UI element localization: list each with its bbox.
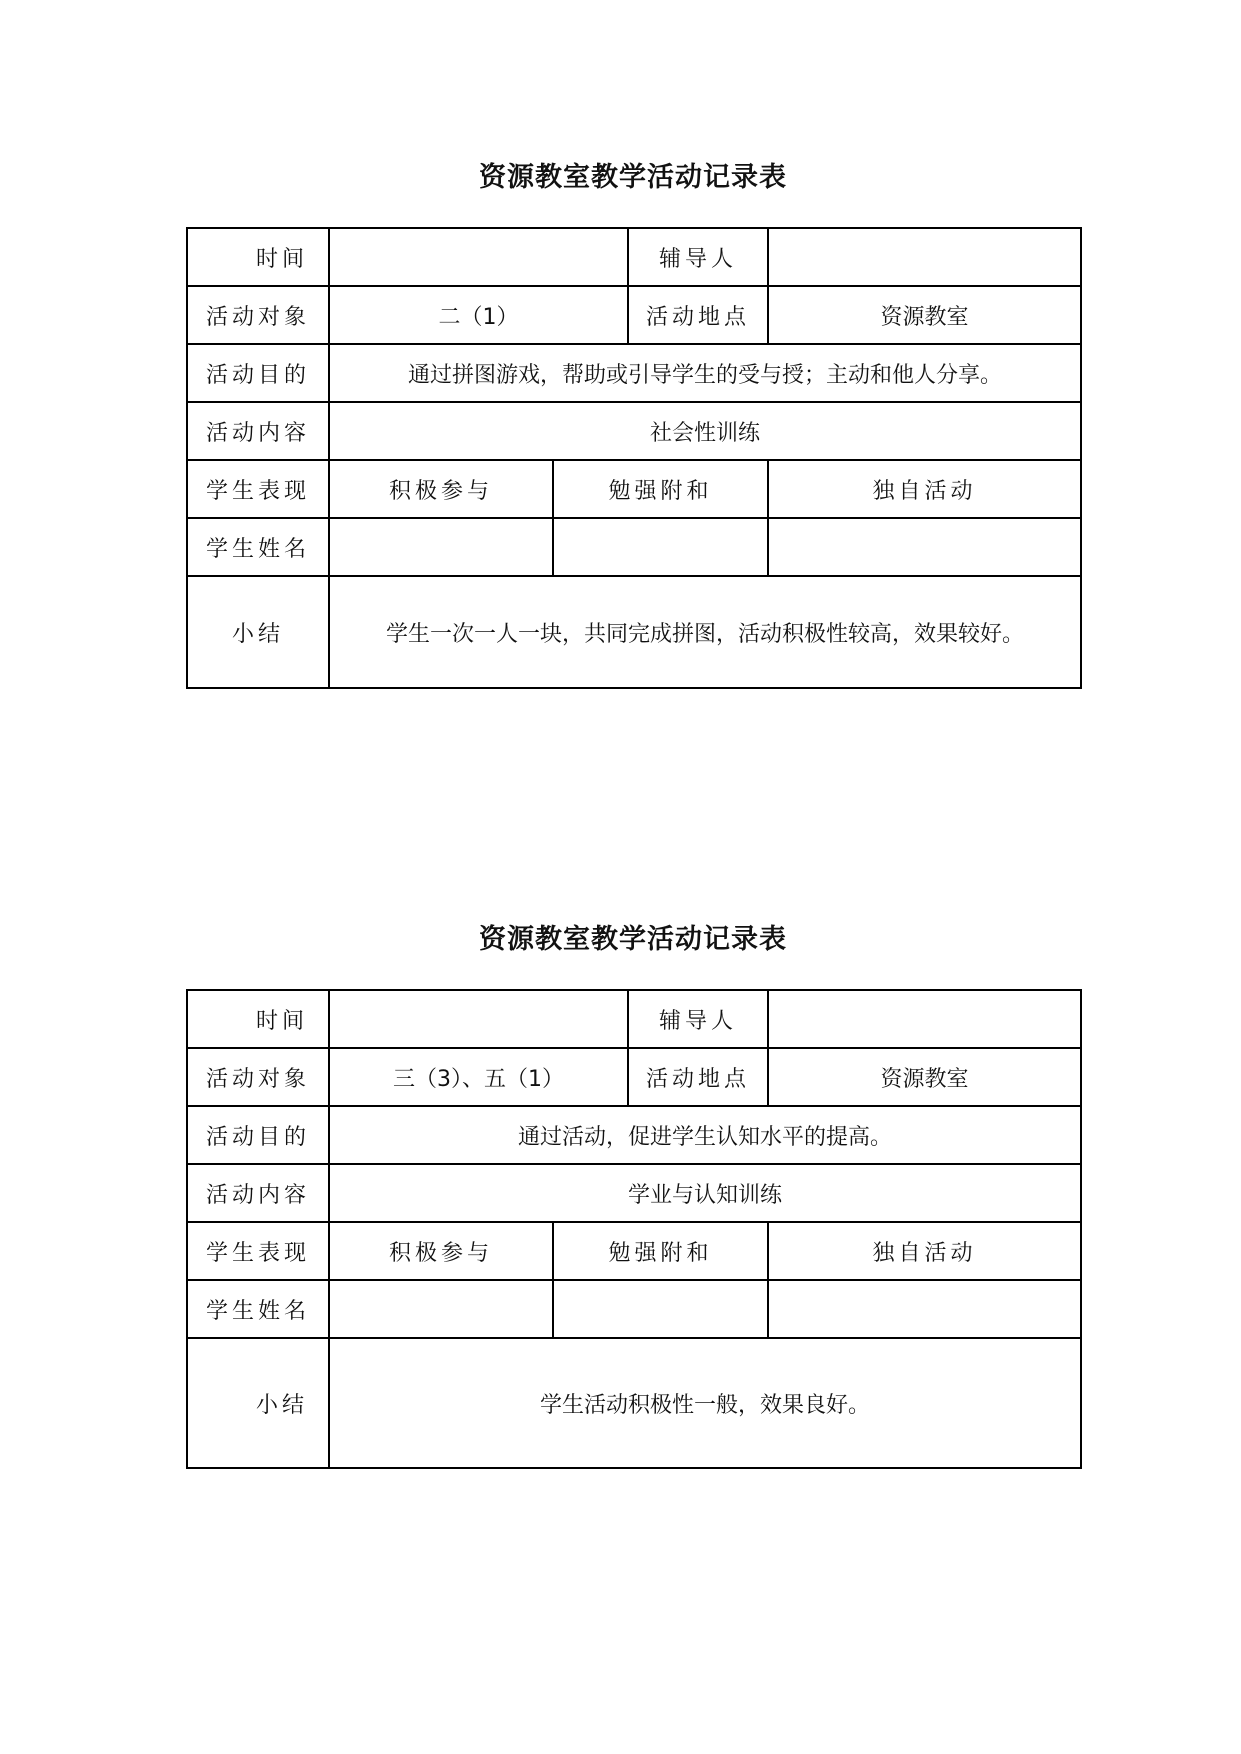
value-summary[interactable]: 学生活动积极性一般，效果良好。 bbox=[329, 1338, 1081, 1468]
value-time[interactable] bbox=[329, 228, 628, 286]
value-target[interactable]: 三（3）、五（1） bbox=[329, 1048, 628, 1106]
option-solo[interactable]: 独自活动 bbox=[768, 460, 1081, 518]
value-names-solo[interactable] bbox=[768, 1280, 1081, 1338]
label-location: 活动地点 bbox=[628, 286, 768, 344]
option-active[interactable]: 积极参与 bbox=[329, 460, 553, 518]
option-active[interactable]: 积极参与 bbox=[329, 1222, 553, 1280]
record-title: 资源教室教学活动记录表 bbox=[479, 162, 787, 193]
label-content: 活动内容 bbox=[187, 1164, 329, 1222]
value-content[interactable]: 社会性训练 bbox=[329, 402, 1081, 460]
value-names-active[interactable] bbox=[329, 1280, 553, 1338]
record-title: 资源教室教学活动记录表 bbox=[479, 924, 787, 955]
value-purpose[interactable]: 通过活动，促进学生认知水平的提高。 bbox=[329, 1106, 1081, 1164]
row-summary bbox=[187, 1338, 1081, 1468]
row-target bbox=[187, 1048, 1081, 1106]
label-purpose: 活动目的 bbox=[187, 344, 329, 402]
row-purpose bbox=[187, 1106, 1081, 1164]
value-tutor[interactable] bbox=[768, 228, 1081, 286]
label-tutor: 辅导人 bbox=[628, 990, 768, 1048]
label-performance: 学生表现 bbox=[187, 460, 329, 518]
label-target: 活动对象 bbox=[187, 286, 329, 344]
row-time bbox=[187, 228, 1081, 286]
label-performance: 学生表现 bbox=[187, 1222, 329, 1280]
value-names-reluctant[interactable] bbox=[553, 1280, 768, 1338]
row-time bbox=[187, 990, 1081, 1048]
row-target bbox=[187, 286, 1081, 344]
label-names: 学生姓名 bbox=[187, 518, 329, 576]
row-purpose bbox=[187, 344, 1081, 402]
value-names-active[interactable] bbox=[329, 518, 553, 576]
label-content: 活动内容 bbox=[187, 402, 329, 460]
label-location: 活动地点 bbox=[628, 1048, 768, 1106]
row-names bbox=[187, 518, 1081, 576]
row-summary bbox=[187, 576, 1081, 688]
value-content[interactable]: 学业与认知训练 bbox=[329, 1164, 1081, 1222]
option-reluctant[interactable]: 勉强附和 bbox=[553, 460, 768, 518]
activity-record-2 bbox=[186, 922, 1080, 1469]
label-target: 活动对象 bbox=[187, 1048, 329, 1106]
label-summary: 小结 bbox=[187, 576, 329, 688]
label-time: 时间 bbox=[187, 990, 329, 1048]
label-names: 学生姓名 bbox=[187, 1280, 329, 1338]
option-solo[interactable]: 独自活动 bbox=[768, 1222, 1081, 1280]
value-names-reluctant[interactable] bbox=[553, 518, 768, 576]
activity-record-1 bbox=[186, 160, 1080, 689]
value-location[interactable]: 资源教室 bbox=[768, 1048, 1081, 1106]
row-performance bbox=[187, 460, 1081, 518]
row-performance bbox=[187, 1222, 1081, 1280]
value-tutor[interactable] bbox=[768, 990, 1081, 1048]
label-summary: 小结 bbox=[187, 1338, 329, 1468]
label-purpose: 活动目的 bbox=[187, 1106, 329, 1164]
value-summary[interactable]: 学生一次一人一块，共同完成拼图，活动积极性较高，效果较好。 bbox=[329, 576, 1081, 688]
option-reluctant[interactable]: 勉强附和 bbox=[553, 1222, 768, 1280]
row-names bbox=[187, 1280, 1081, 1338]
record-table bbox=[186, 227, 1082, 689]
label-time: 时间 bbox=[187, 228, 329, 286]
row-content bbox=[187, 402, 1081, 460]
value-time[interactable] bbox=[329, 990, 628, 1048]
value-purpose[interactable]: 通过拼图游戏，帮助或引导学生的受与授；主动和他人分享。 bbox=[329, 344, 1081, 402]
value-names-solo[interactable] bbox=[768, 518, 1081, 576]
row-content bbox=[187, 1164, 1081, 1222]
label-tutor: 辅导人 bbox=[628, 228, 768, 286]
value-target[interactable]: 二（1） bbox=[329, 286, 628, 344]
value-location[interactable]: 资源教室 bbox=[768, 286, 1081, 344]
record-table bbox=[186, 989, 1082, 1469]
